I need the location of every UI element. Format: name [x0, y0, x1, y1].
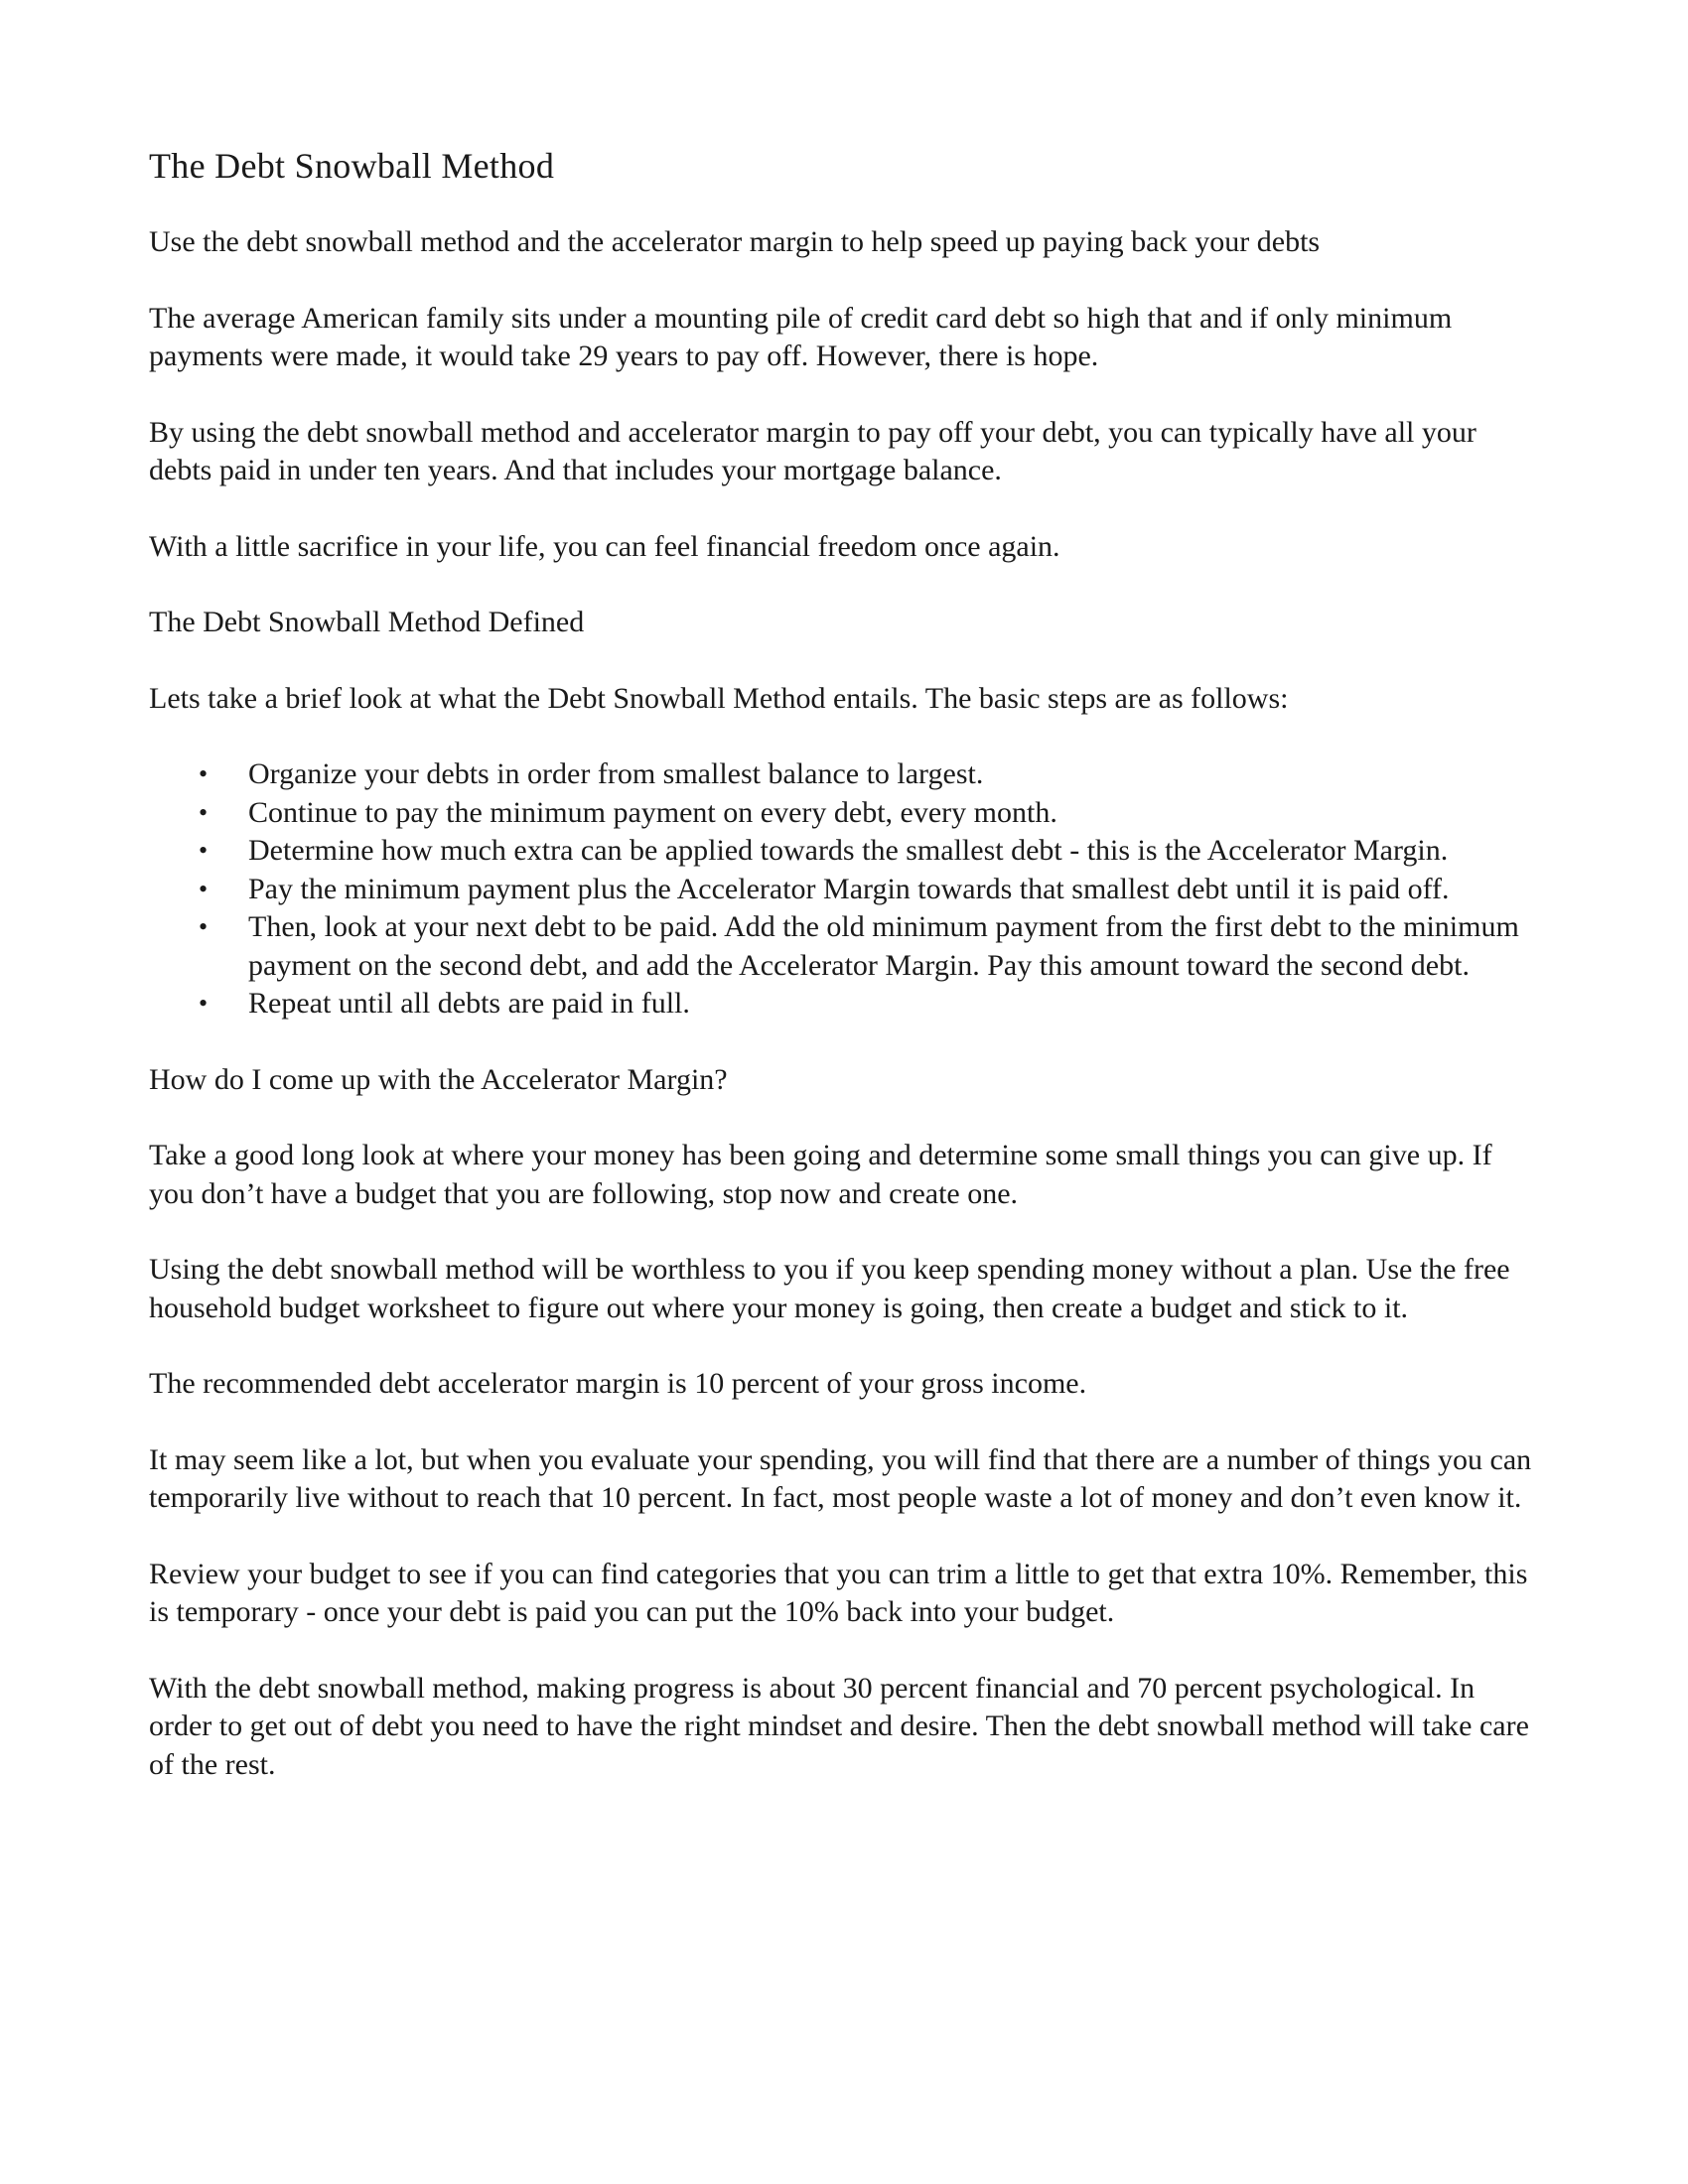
list-item-text: Continue to pay the minimum payment on every debt, every month.	[248, 795, 1057, 829]
list-item-text: Pay the minimum payment plus the Accelerator Margin towards that smallest debt until it is paid off.	[248, 872, 1450, 905]
list-item	[149, 908, 1539, 985]
document-title: The Debt Snowball Method	[149, 146, 555, 186]
bullet-icon: •	[199, 989, 209, 1018]
list-item-text: Organize your debts in order from smallest balance to largest.	[248, 757, 984, 790]
list-item	[149, 794, 1539, 833]
paragraph: It may seem like a lot, but when you evaluate your spending, you will find that there are a number of things you can temporarily live without to reach that 10 percent. In fact, most people waste a lot of money and don’t even know it.	[149, 1442, 1532, 1514]
list-item	[149, 871, 1539, 909]
bullet-icon: •	[199, 912, 209, 941]
paragraph: With a little sacrifice in your life, you can feel financial freedom once again.	[149, 529, 1060, 563]
list-item	[149, 985, 1539, 1024]
document-page	[149, 144, 1539, 1822]
bullet-icon: •	[199, 874, 209, 903]
intro-paragraph: Use the debt snowball method and the accelerator margin to help speed up paying back your debts	[149, 225, 1321, 258]
paragraph: Take a good long look at where your money has been going and determine some small things you can give up. If you don’t have a budget that you are following, stop now and create one.	[149, 1139, 1492, 1210]
list-item	[149, 832, 1539, 871]
list-item-text: Repeat until all debts are paid in full.	[248, 987, 690, 1020]
bullet-icon: •	[199, 797, 209, 827]
paragraph: Using the debt snowball method will be worthless to you if you keep spending money without a plan. Use the free household budget worksheet to figure out where your money is going, then create a budget and stick to it.	[149, 1253, 1510, 1324]
list-item	[149, 755, 1539, 794]
section-heading: How do I come up with the Accelerator Margin?	[149, 1062, 728, 1096]
list-item-text: Then, look at your next debt to be paid. Add the old minimum payment from the first debt to the minimum payment on the second debt, and add the Accelerator Margin. Pay this amount toward the second debt.	[248, 910, 1519, 982]
steps-list	[149, 755, 1539, 1024]
paragraph: The recommended debt accelerator margin is 10 percent of your gross income.	[149, 1367, 1087, 1400]
paragraph: The average American family sits under a mounting pile of credit card debt so high that and if only minimum payments were made, it would take 29 years to pay off. However, there is hope.	[149, 301, 1453, 372]
paragraph: By using the debt snowball method and accelerator margin to pay off your debt, you can typically have all your debts paid in under ten years. And that includes your mortgage balance.	[149, 415, 1477, 486]
paragraph: With the debt snowball method, making progress is about 30 percent financial and 70 percent psychological. In order to get out of debt you need to have the right mindset and desire. Then the debt snowball method will take care of the rest.	[149, 1671, 1529, 1781]
section-heading: The Debt Snowball Method Defined	[149, 606, 585, 638]
bullet-icon: •	[199, 759, 209, 788]
paragraph: Lets take a brief look at what the Debt Snowball Method entails. The basic steps are as follows:	[149, 681, 1289, 715]
bullet-icon: •	[199, 836, 209, 865]
list-item-text: Determine how much extra can be applied towards the smallest debt - this is the Accelerator Margin.	[248, 834, 1449, 867]
paragraph: Review your budget to see if you can find categories that you can trim a little to get that extra 10%. Remember, this is temporary - once your debt is paid you can put the 10% back into your budget.	[149, 1557, 1528, 1628]
